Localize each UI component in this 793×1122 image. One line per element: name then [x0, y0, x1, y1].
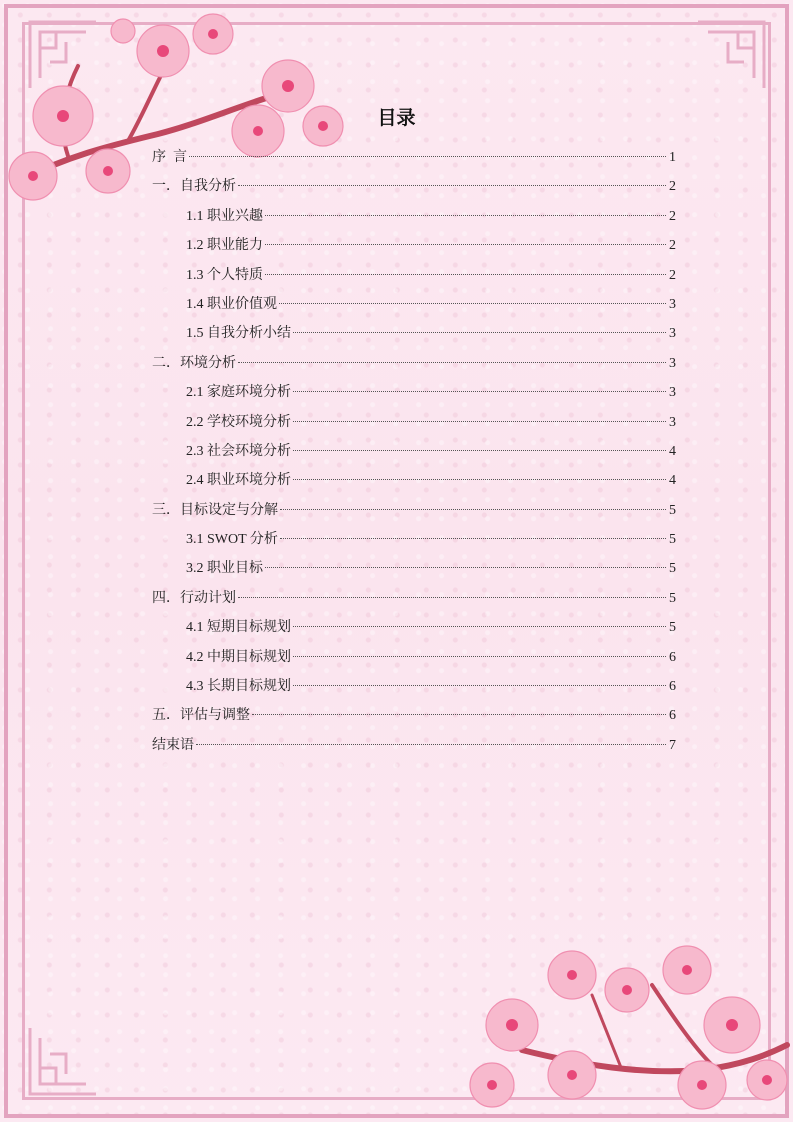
toc-entry[interactable] — [152, 378, 676, 407]
toc-entry-page-number: 1 — [669, 150, 676, 165]
toc-entry[interactable] — [152, 613, 676, 642]
toc-dot-leader — [252, 714, 666, 715]
toc-title: 目录 — [377, 107, 416, 129]
toc-dot-leader — [265, 244, 666, 245]
toc-entry[interactable] — [152, 202, 676, 231]
toc-entry-page-number: 5 — [669, 590, 676, 606]
toc-entry-label: 四．行动计划 — [152, 590, 236, 606]
toc-entry-page-number: 7 — [669, 737, 676, 753]
toc-entry-page-number: 3 — [669, 414, 676, 430]
toc-entry-label: 1.4 职业价值观 — [186, 296, 277, 312]
toc-entry-page-number: 5 — [669, 620, 676, 636]
toc-entry[interactable] — [152, 408, 676, 437]
toc-entry-label: 4.2 中期目标规划 — [186, 649, 291, 665]
toc-entry-page-number: 6 — [669, 679, 676, 695]
toc-dot-leader — [265, 274, 666, 275]
toc-entry-page-number: 5 — [669, 532, 676, 548]
toc-entry[interactable] — [152, 172, 676, 201]
toc-entry[interactable] — [152, 290, 676, 319]
toc-entry[interactable] — [152, 143, 676, 172]
toc-entry-label: 1.3 个人特质 — [186, 267, 263, 283]
toc-dot-leader — [265, 567, 666, 568]
toc-entry-page-number: 4 — [669, 443, 676, 459]
lattice-corner-bottom-left-icon — [26, 1008, 116, 1098]
toc-entry-page-number: 2 — [669, 238, 676, 254]
toc-entry-label: 二．环境分析 — [152, 355, 236, 371]
toc-entry-label: 2.4 职业环境分析 — [186, 473, 291, 489]
toc-dot-leader — [265, 215, 666, 216]
toc-entry-label: 1.2 职业能力 — [186, 238, 263, 254]
toc-entry[interactable] — [152, 525, 676, 554]
toc-entry[interactable] — [152, 231, 676, 260]
toc-dot-leader — [293, 421, 666, 422]
toc-dot-leader — [280, 538, 666, 539]
toc-entry-label: 2.1 家庭环境分析 — [186, 385, 291, 401]
toc-dot-leader — [238, 597, 666, 598]
toc-entry-page-number: 3 — [669, 385, 676, 401]
toc-dot-leader — [293, 332, 666, 333]
toc-dot-leader — [196, 744, 666, 745]
cherry-blossom-branch-bottom-right-icon — [462, 925, 792, 1120]
toc-dot-leader — [279, 303, 666, 304]
toc-entry[interactable] — [152, 319, 676, 348]
toc-entry-label: 1.1 职业兴趣 — [186, 208, 263, 224]
toc-entry-page-number: 2 — [669, 179, 676, 195]
toc-entry-label: 4.3 长期目标规划 — [186, 679, 291, 695]
toc-entry-page-number: 3 — [669, 355, 676, 371]
toc-entry-page-number: 3 — [669, 326, 676, 342]
toc-entry[interactable] — [152, 496, 676, 525]
toc-entry-page-number: 5 — [669, 502, 676, 518]
toc-dot-leader — [293, 391, 666, 392]
toc-entry-page-number: 3 — [669, 296, 676, 312]
toc-entry[interactable] — [152, 643, 676, 672]
toc-dot-leader — [238, 362, 666, 363]
toc-entry[interactable] — [152, 554, 676, 583]
toc-entry-label: 五．评估与调整 — [152, 708, 250, 724]
toc-entry-page-number: 6 — [669, 708, 676, 724]
toc-entry-label: 三．目标设定与分解 — [152, 502, 278, 518]
toc-entry-page-number: 5 — [669, 561, 676, 577]
toc-dot-leader — [293, 626, 666, 627]
toc-entry-label: 2.3 社会环境分析 — [186, 443, 291, 459]
toc-entry[interactable] — [152, 672, 676, 701]
toc-dot-leader — [293, 656, 666, 657]
lattice-corner-top-right-icon — [678, 18, 768, 108]
toc-entry-label: 结束语 — [152, 737, 194, 753]
toc-entry[interactable] — [152, 584, 676, 613]
toc-dot-leader — [293, 479, 666, 480]
toc-entry-label: 4.1 短期目标规划 — [186, 620, 291, 636]
toc-entry-label: 序 言 — [152, 150, 187, 165]
toc-entry-page-number: 2 — [669, 208, 676, 224]
table-of-contents — [152, 143, 676, 760]
toc-entry-label: 3.2 职业目标 — [186, 561, 263, 577]
toc-entry-label: 2.2 学校环境分析 — [186, 414, 291, 430]
toc-dot-leader — [238, 185, 666, 186]
toc-entry-label: 一．自我分析 — [152, 179, 236, 195]
toc-entry[interactable] — [152, 466, 676, 495]
toc-entry-label: 3.1 SWOT 分析 — [186, 532, 278, 548]
toc-entry[interactable] — [152, 437, 676, 466]
toc-entry-page-number: 4 — [669, 473, 676, 489]
toc-entry[interactable] — [152, 261, 676, 290]
toc-entry[interactable] — [152, 349, 676, 378]
toc-entry-label: 1.5 自我分析小结 — [186, 326, 291, 342]
toc-entry-page-number: 6 — [669, 649, 676, 665]
toc-dot-leader — [293, 685, 666, 686]
toc-dot-leader — [189, 156, 666, 157]
toc-entry[interactable] — [152, 731, 676, 760]
toc-entry[interactable] — [152, 701, 676, 730]
toc-dot-leader — [293, 450, 666, 451]
toc-dot-leader — [280, 509, 666, 510]
toc-entry-page-number: 2 — [669, 267, 676, 283]
